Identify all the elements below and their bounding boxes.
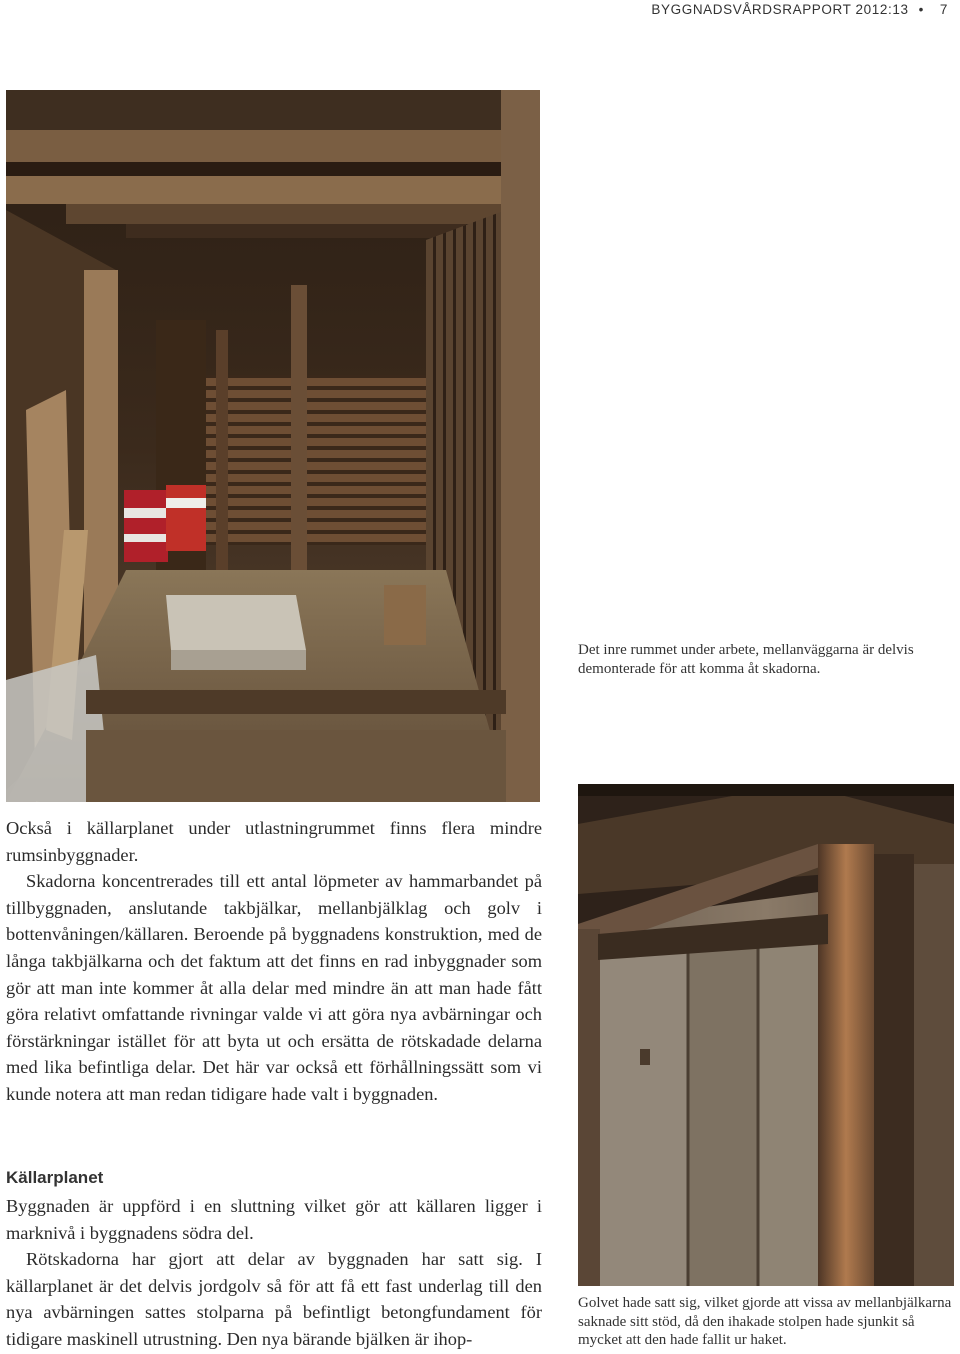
photo-timber-post-graphic: [578, 784, 954, 1286]
section-heading: Källarplanet: [6, 1168, 104, 1187]
body-text-intro: [6, 815, 542, 1108]
photo-basement-interior-graphic: [6, 90, 540, 802]
paragraph: Också i källarplanet under utlastningrummet finns flera mindre rumsinbyggnader.: [6, 818, 542, 865]
paragraph: Rötskadorna har gjort att delar av byggnaden har satt sig. I källarplanet är det delvis jordgolv så för att få ett fast underlag till den nya avbärningen sattes stolparna på befintligt betongfundament för tidigare maskinell utrustning. Den nya bärande bjälken är ihop-: [6, 1249, 542, 1349]
header-bullet: •: [918, 2, 924, 17]
photo-basement-interior: [6, 90, 540, 802]
paragraph: Skadorna koncentrerades till ett antal löpmeter av hammarbandet på tillbyggnaden, anslutande takbjälkar, mellanbjälklag och golv i bottenvåningen/källaren. Beroende på byggnadens konstruktion, med de långa takbjälkarna och det faktum att det finns en rad inbyggnader som gör att man inte kommer åt alla delar med mindre än att man hade fått göra relativt omfattande rivningar valde vi att göra nya avbärningar och förstärkningar istället för att byta ut och ersätta de rötskadade delarna med lika befintliga delar. Det här var också ett förhållningssätt som vi kunde notera att man redan tidigare hade valt i byggnaden.: [6, 871, 542, 1104]
body-text-section: [6, 1193, 542, 1353]
photo-timber-post: [578, 784, 954, 1286]
caption-2: Golvet hade satt sig, vilket gjorde att vissa av mellanbjälkarna saknade sitt stöd, då den ihakade stolpen hade sjunkit så mycket att den hade fallit ur haket.: [578, 1295, 952, 1348]
running-header: [651, 2, 948, 17]
paragraph: Byggnaden är uppförd i en sluttning vilket gör att källaren ligger i marknivå i byggnadens södra del.: [6, 1196, 542, 1243]
page-number: 7: [939, 2, 948, 17]
caption-1: Det inre rummet under arbete, mellanväggarna är delvis demonterade för att komma åt skadorna.: [578, 642, 914, 677]
report-title: BYGGNADSVÅRDSRAPPORT 2012:13: [651, 2, 909, 17]
